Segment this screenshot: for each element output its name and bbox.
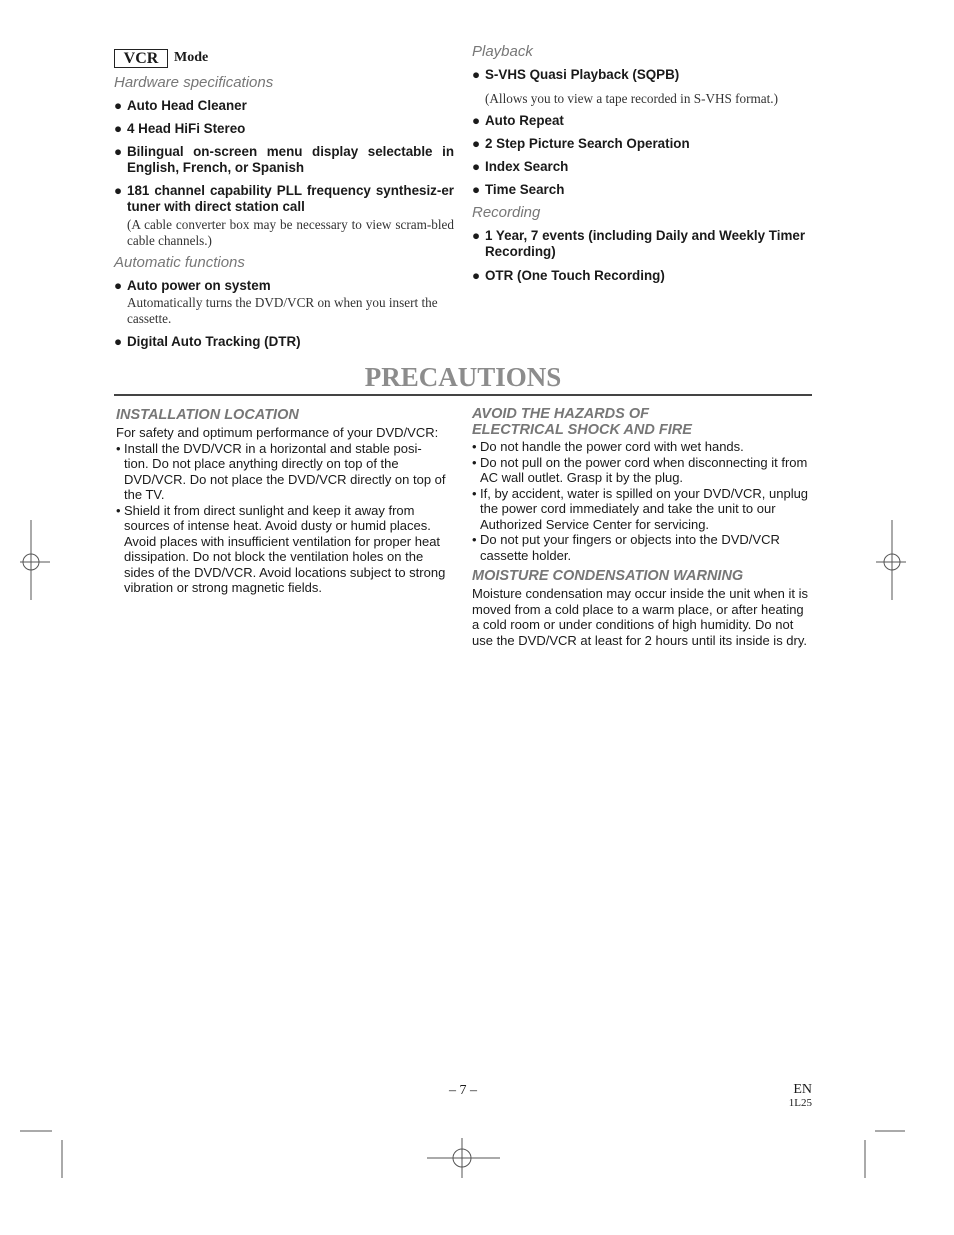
vcr-mode-box: VCR	[114, 49, 168, 68]
playback-heading: Playback	[472, 43, 533, 60]
bullet-icon: ●	[114, 183, 123, 198]
feature-item: ● Index Search	[472, 159, 569, 174]
bullet-icon: ●	[114, 144, 123, 159]
model-code: 1L25	[788, 1097, 812, 1109]
feature-item: ● 4 Head HiFi Stereo	[114, 121, 246, 136]
list-item: • Do not pull on the power cord when disconnecting it from AC wall outlet. Grasp it by the plug.	[472, 454, 808, 485]
bullet-icon: ●	[472, 228, 481, 243]
bullet-icon: ●	[472, 159, 481, 174]
bullet-icon: •	[472, 532, 477, 547]
bullet-icon: •	[116, 502, 121, 518]
moisture-heading: MOISTURE CONDENSATION WARNING	[472, 568, 744, 584]
installation-intro: For safety and optimum performance of your DVD/VCR:	[116, 425, 439, 440]
feature-item: ● Auto Head Cleaner	[114, 98, 247, 113]
bullet-icon: •	[472, 439, 477, 454]
bullet-icon: •	[116, 440, 121, 456]
page-title: PRECAUTIONS	[364, 362, 562, 392]
bullet-icon: •	[472, 454, 477, 470]
bullet-icon: ●	[472, 182, 481, 197]
feature-item: ● 181 channel capability PLL frequency synthesiz-er tuner with direct station call	[114, 183, 454, 214]
bullet-icon: ●	[114, 334, 123, 349]
installation-body	[116, 425, 446, 596]
feature-item: ● Auto power on system	[114, 278, 271, 293]
list-item: • Shield it from direct sunlight and keep it away from sources of intense heat. Avoid dusty or humid places. Avoid places with insufficient ventilation for proper heat dissipation. Do not block the ventilation holes on the sides of the DVD/VCR. Avoid locations subject to strong vibration or strong magnetic fields.	[116, 502, 446, 595]
hazards-heading: AVOID THE HAZARDS OF ELECTRICAL SHOCK AND FIRE	[472, 406, 692, 438]
feature-item: ● OTR (One Touch Recording)	[472, 268, 665, 283]
feature-item: ● S-VHS Quasi Playback (SQPB)	[472, 67, 680, 82]
bullet-icon: ●	[472, 67, 481, 82]
list-item: • Do not put your fingers or objects into the DVD/VCR cassette holder.	[472, 532, 780, 563]
feature-item: ● 1 Year, 7 events (including Daily and Weekly Timer Recording)	[472, 228, 806, 259]
list-item: • If, by accident, water is spilled on your DVD/VCR, unplug the power cord immediately and take the unit to our Authorized Service Center for servicing.	[472, 485, 809, 532]
feature-item: ● Auto Repeat	[472, 113, 564, 128]
feature-item: ● Time Search	[472, 182, 565, 197]
title-divider	[114, 394, 812, 396]
feature-item: ● 2 Step Picture Search Operation	[472, 136, 690, 151]
list-item: • Do not handle the power cord with wet hands.	[472, 439, 744, 454]
language-code: EN	[793, 1082, 812, 1097]
mode-label: Mode	[174, 50, 209, 65]
recording-heading: Recording	[472, 204, 541, 221]
feature-note: (Allows you to view a tape recorded in S-VHS format.)	[485, 91, 778, 106]
feature-note: (A cable converter box may be necessary to view scram-bled cable channels.)	[127, 217, 454, 248]
page-number: – 7 –	[449, 1083, 477, 1098]
bullet-icon: ●	[114, 98, 123, 113]
automatic-heading: Automatic functions	[114, 254, 245, 271]
feature-item: ● Bilingual on-screen menu display selectable in English, French, or Spanish	[114, 144, 454, 175]
installation-heading: INSTALLATION LOCATION	[116, 407, 299, 423]
bullet-icon: ●	[472, 268, 481, 283]
list-item: • Install the DVD/VCR in a horizontal and stable posi-tion. Do not place anything directly on top of the DVD/VCR. Do not place the DVD/VCR directly on top of the TV.	[116, 440, 446, 502]
hardware-heading: Hardware specifications	[114, 74, 274, 91]
feature-note: Automatically turns the DVD/VCR on when you insert the cassette.	[127, 295, 438, 326]
feature-item: ● Digital Auto Tracking (DTR)	[114, 334, 301, 349]
hazards-body	[472, 439, 812, 563]
bullet-icon: ●	[472, 113, 481, 128]
bullet-icon: ●	[114, 121, 123, 136]
moisture-text: Moisture condensation may occur inside the unit when it is moved from a cold place to a warm place, or after heating a cold room or under conditions of high humidity. Do not use the DVD/VCR at least for 2 hours until its inside is dry.	[472, 586, 809, 648]
bullet-icon: •	[472, 485, 477, 501]
bullet-icon: ●	[114, 278, 123, 293]
bullet-icon: ●	[472, 136, 481, 151]
